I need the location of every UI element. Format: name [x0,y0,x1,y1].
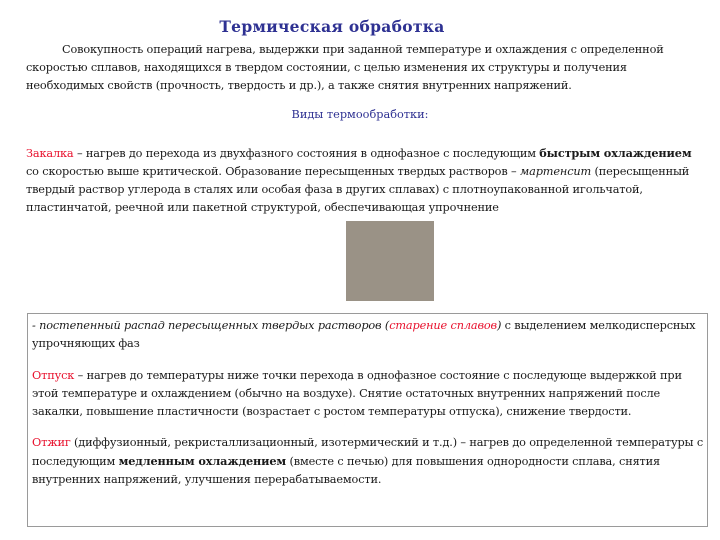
aging-italic-2: ) [496,319,502,332]
hardening-text-2: со скоростью выше критической. Образование пересыщенных твердых растворов – [26,165,520,178]
annealing-bold-1: медленным охлаждением [118,454,287,468]
hardening-paragraph [26,144,694,217]
hardening-bold-1: быстрым охлаждением [539,146,692,160]
hardening-italic-1: мартенсит [519,165,592,178]
intro-text: Совокупность операций нагрева, выдержки при заданной температуре и охлаждения с определенной скоростью сплавов, находящихся в твердом состоянии, с целью изменения их структуры и получения необходимых свойств (прочность, твердость и др.), а также снятия внутренних напряжений. [26,43,664,92]
annealing-text-1: (диффузионный, рекристаллизационный, изотермический и т.д.) – нагрев до определенной температуры с последующим [32,436,703,468]
aging-paragraph [32,317,704,353]
tempering-term: Отпуск [32,369,75,382]
section-subtitle: Виды термообработки: [291,108,429,121]
aging-italic-1: - постепенный распад пересыщенных твердых растворов ( [32,319,390,332]
aging-term: старение сплавов [389,319,497,332]
annealing-paragraph [32,434,704,489]
tempering-text-1: – нагрев до температуры ниже точки перехода в однофазное состояние с последующе выдержкой при этой температуре и охлаждением (обычно на воздухе). Снятие остаточных внутренних напряжений после закалки, повышение пластичности (возрастает с ростом температуры отпуска), снижение твердости. [32,369,682,418]
hardening-term: Закалка [26,147,74,160]
aging-text-1: с выделением мелкодисперсных упрочняющих фаз [32,319,696,350]
tempering-paragraph [32,367,704,421]
intro-paragraph [26,41,694,95]
page-title: Термическая обработка [219,17,445,36]
hardening-text-1: – нагрев до перехода из двухфазного состояния в однофазное с последующим [73,147,540,160]
martensite-micrograph-image [346,221,434,301]
annealing-text-2: (вместе с печью) для повышения однородности сплава, снятия внутренних напряжений, улучшения перерабатываемости. [32,455,661,486]
hardening-text-3: (пересыщенный твердый раствор углерода в сталях или особая фаза в других сплавах) с плотноупакованной игольчатой, пластинчатой, реечной или пакетной структурой, обеспечивающая упрочнение [26,165,690,214]
annealing-term: Отжиг [32,436,71,449]
